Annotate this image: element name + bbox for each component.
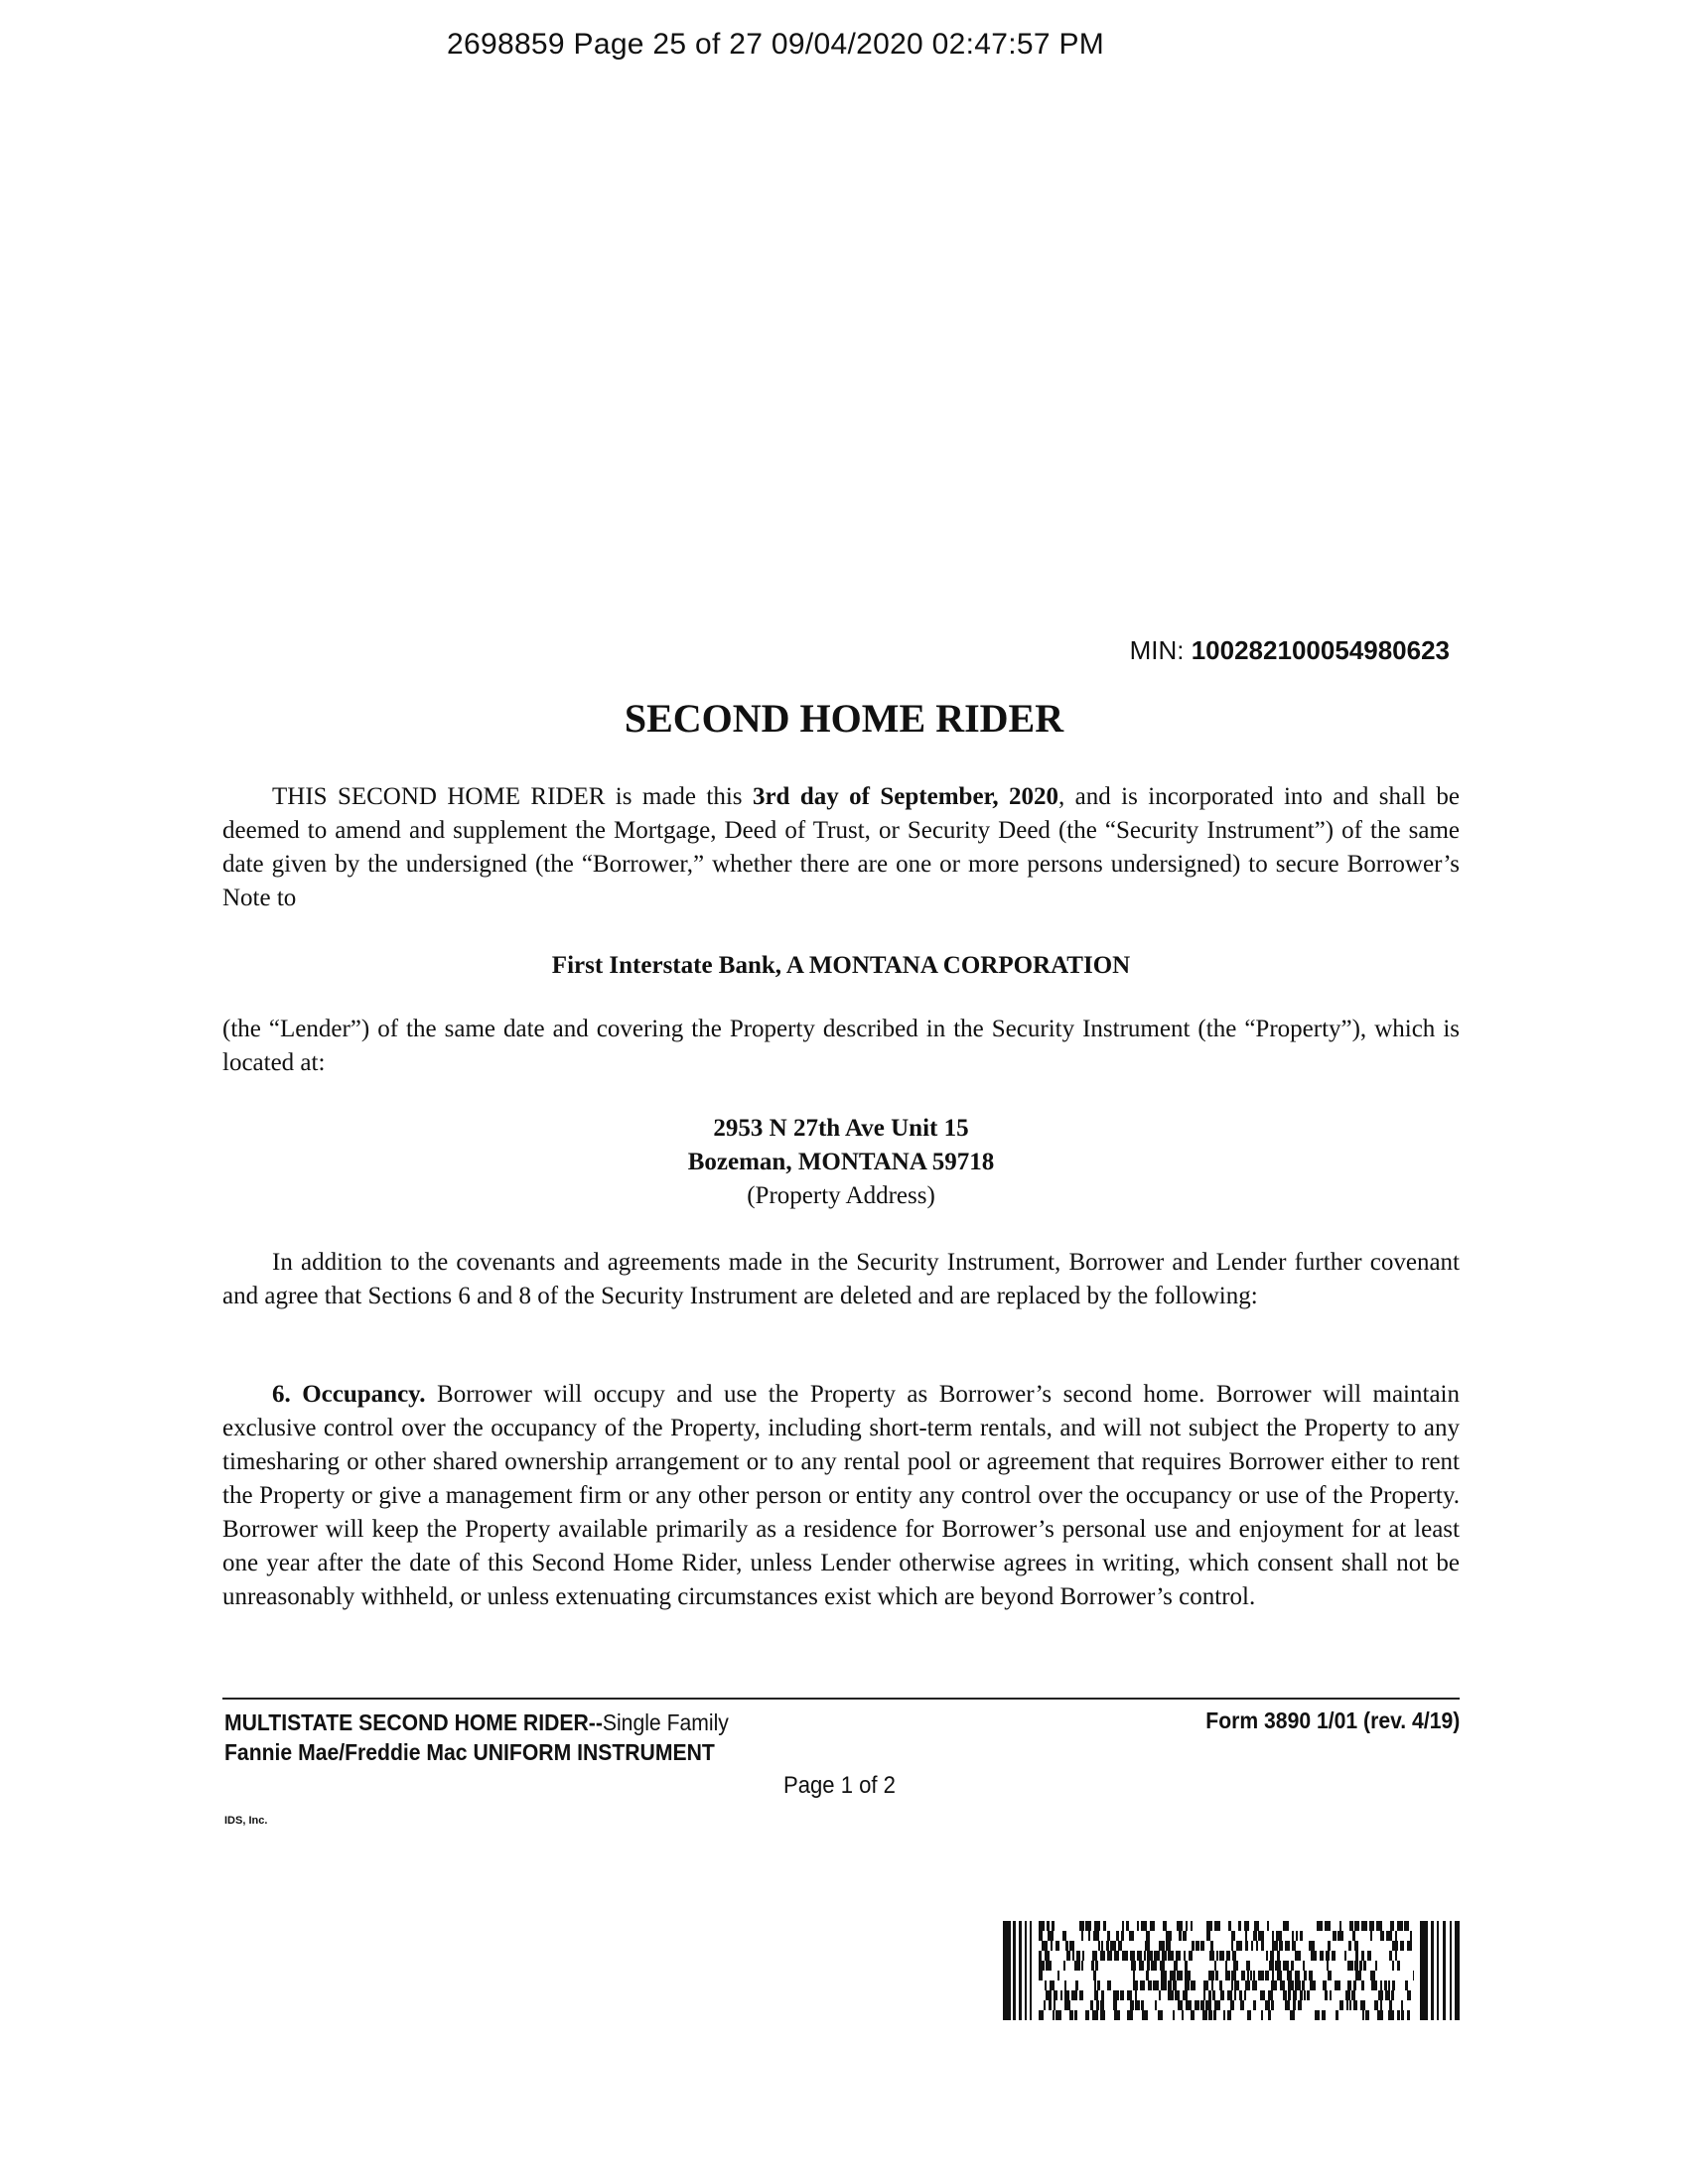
page-number: Page 1 of 2 [783,1772,896,1799]
rider-date: 3rd day of September, 2020 [752,783,1059,810]
min-label: MIN: [1129,635,1185,665]
covenant-paragraph: In addition to the covenants and agreements made in the Security Instrument, Borrower and Lender further covenant and agree that Sections 6 and 8 of the Security Instrument are deleted and are replaced by the following: [222,1249,1460,1309]
vendor-mark: IDS, Inc. [224,1815,268,1827]
occupancy-section [222,1378,1460,1614]
footer-title-rest: Single Family [602,1709,729,1735]
footer-form-title [224,1707,729,1767]
footer-divider [222,1698,1460,1700]
footer-title-bold: MULTISTATE SECOND HOME RIDER-- [224,1709,603,1735]
lender-paragraph: (the “Lender”) of the same date and covering the Property described in the Security Instrument (the “Property”), which is located at: [222,1016,1460,1076]
intro-text-end: , and is incorporated into and shall be deemed to amend and supplement the Mortgage, Deed of Trust, or Security Deed (the “Security Instrument”) of the same date given by the undersigned (the “Borrower,” whether there are one or more persons undersigned) to secure Borrower’s Note to [222,783,1461,911]
min-number [1130,635,1450,666]
lender-name: First Interstate Bank, A MONTANA CORPORATION [551,952,1131,979]
occupancy-text: Borrower will occupy and use the Property as Borrower’s second home. Borrower will maintain exclusive control over the occupancy of the Property, including short-term rentals, and will not subject the Property to any timesharing or other shared ownership arrangement or to any rental pool or agreement that requires Borrower either to rent the Property or give a management firm or any other person or entity any control over the occupancy or use of the Property. Borrower will keep the Property available primarily as a residence for Borrower’s personal use and enjoyment for at least one year after the date of this Second Home Rider, unless Lender otherwise agrees in writing, which consent shall not be unreasonably withheld, or unless extenuating circumstances exist which are beyond Borrower’s control. [222,1381,1460,1610]
recording-stamp: 2698859 Page 25 of 27 09/04/2020 02:47:57 PM [447,28,1105,61]
address-line-2: Bozeman, MONTANA 59718 [687,1149,995,1175]
intro-paragraph [222,780,1460,915]
address-caption: (Property Address) [747,1182,935,1209]
document-title: SECOND HOME RIDER [624,696,1064,741]
intro-text-start: THIS SECOND HOME RIDER is made this [272,783,753,810]
barcode-icon [1003,1921,1460,2020]
property-address-block [222,1112,1460,1213]
min-value: 100282100054980623 [1191,635,1450,665]
footer-instrument: Fannie Mae/Freddie Mac UNIFORM INSTRUMENT [224,1739,715,1765]
footer-form-number: Form 3890 1/01 (rev. 4/19) [1204,1707,1460,1733]
address-line-1: 2953 N 27th Ave Unit 15 [713,1115,969,1142]
occupancy-heading: 6. Occupancy. [272,1381,426,1408]
